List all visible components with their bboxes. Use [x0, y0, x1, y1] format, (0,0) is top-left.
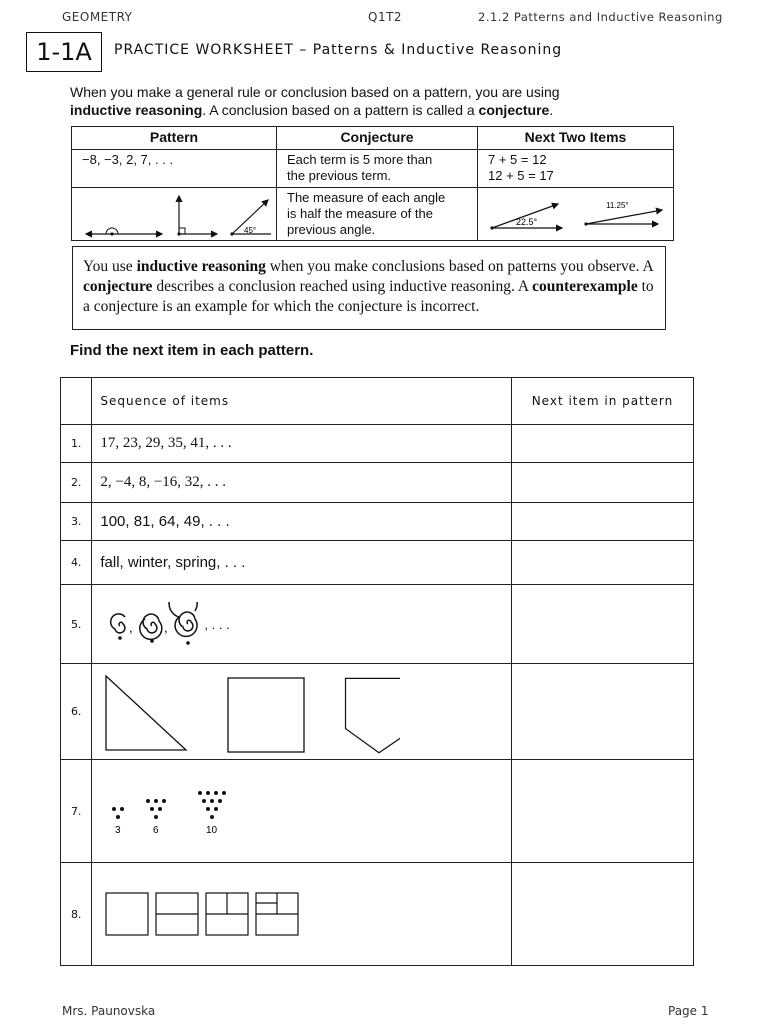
intro-text	[70, 83, 670, 119]
footer-page: Page 1	[668, 1004, 709, 1018]
answer-cell-5[interactable]	[511, 585, 693, 664]
ex-row1-pattern-text: −8, −3, 2, 7, . . .	[82, 152, 174, 167]
spiral-comma-1: ,	[129, 620, 133, 635]
table-row	[61, 425, 694, 463]
col-header-sequence: Sequence of items	[92, 378, 512, 425]
dots-label-3: 10	[206, 825, 218, 836]
pentagon-shape	[346, 678, 400, 752]
sequence-cell	[92, 585, 512, 664]
row-number: 1.	[61, 425, 92, 463]
definition-box	[72, 246, 666, 330]
row-number: 4.	[61, 541, 92, 585]
dots-label-2: 6	[153, 825, 159, 836]
ex-row2-conj-l1: The measure of each angle	[287, 190, 446, 205]
ex-row1-conj-l1: Each term is 5 more than	[287, 152, 433, 167]
intro-term-conjecture: conjecture	[478, 102, 550, 118]
ex-row1-conjecture	[277, 150, 478, 188]
intro-term-inductive: inductive reasoning	[70, 102, 203, 118]
sequence-cell: 100, 81, 64, 49, . . .	[92, 503, 512, 541]
sequence-cell	[92, 863, 512, 966]
row-number: 3.	[61, 503, 92, 541]
ex-row1-next-l2: 12 + 5 = 17	[488, 168, 554, 183]
ex-row2-conj-l3: previous angle.	[287, 222, 376, 237]
answer-cell-4[interactable]	[511, 541, 693, 585]
sequence-cell: fall, winter, spring, . . .	[92, 541, 512, 585]
angle-22-label: 22.5°	[516, 217, 538, 227]
intro-line1: When you make a general rule or conclusion based on a pattern, you are using	[70, 84, 560, 100]
ex-row1-next	[478, 150, 674, 188]
answer-cell-3[interactable]	[511, 503, 693, 541]
intro-line2: . A conclusion based on a pattern is called a	[202, 102, 479, 118]
angle-45-label: 45°	[244, 226, 257, 235]
triangular-dots-figure	[100, 781, 300, 841]
def-p3: describes a conclusion reached using inductive reasoning. A	[152, 278, 533, 295]
angle-11-label: 11.25°	[606, 201, 629, 210]
next-angles-figure	[478, 188, 673, 240]
dots-label-1: 3	[115, 825, 121, 836]
table-row	[61, 664, 694, 760]
answer-cell-6[interactable]	[511, 664, 693, 760]
header-quarter: Q1T2	[368, 10, 403, 24]
row-number: 8.	[61, 863, 92, 966]
example-table	[71, 126, 674, 241]
sequence-cell	[92, 664, 512, 760]
table-row	[61, 503, 694, 541]
def-term-counterexample: counterexample	[532, 278, 638, 295]
def-p4: to a conjecture is an example for which the conjecture is incorrect.	[83, 278, 654, 315]
polygon-pattern-figure	[100, 670, 400, 754]
row-number: 2.	[61, 463, 92, 503]
intro-period: .	[549, 102, 554, 118]
sequence-cell	[92, 760, 512, 863]
pattern-table	[60, 377, 694, 966]
col-header-next: Next item in pattern	[511, 378, 693, 425]
table-row	[61, 760, 694, 863]
row-number: 7.	[61, 760, 92, 863]
answer-cell-2[interactable]	[511, 463, 693, 503]
instruction-text: Find the next item in each pattern.	[70, 342, 314, 359]
table-row	[61, 863, 694, 966]
sequence-cell: 2, −4, 8, −16, 32, . . .	[92, 463, 512, 503]
rectangle-division-figure	[100, 889, 310, 939]
row-number: 5.	[61, 585, 92, 664]
spiral-ellipsis: , . . .	[204, 616, 230, 632]
ex-row1-pattern	[72, 150, 277, 188]
ex-row1-next-l1: 7 + 5 = 12	[488, 152, 547, 167]
angle-pattern-figure	[72, 188, 276, 240]
header-lesson: 2.1.2 Patterns and Inductive Reasoning	[478, 10, 723, 24]
header-blank-cell	[61, 378, 92, 425]
ex-row2-pattern	[72, 188, 277, 241]
answer-cell-8[interactable]	[511, 863, 693, 966]
ex-header-conjecture: Conjecture	[277, 127, 478, 150]
def-term-conjecture: conjecture	[83, 278, 153, 295]
table-row	[61, 463, 694, 503]
square-shape	[228, 678, 304, 752]
worksheet-code: 1-1A	[26, 32, 102, 72]
ex-row2-conj-l2: is half the measure of the	[287, 206, 433, 221]
ex-header-next: Next Two Items	[478, 127, 674, 150]
def-term-inductive: inductive reasoning	[136, 258, 266, 275]
answer-cell-7[interactable]	[511, 760, 693, 863]
row-number: 6.	[61, 664, 92, 760]
worksheet-title: PRACTICE WORKSHEET – Patterns & Inductive Reasoning	[114, 42, 563, 58]
spiral-comma-2: ,	[164, 620, 168, 635]
def-p1: You use	[83, 258, 137, 275]
table-row	[61, 585, 694, 664]
ex-row2-conjecture	[277, 188, 478, 241]
def-p2: when you make conclusions based on patterns you observe. A	[265, 258, 653, 275]
answer-cell-1[interactable]	[511, 425, 693, 463]
header-subject: GEOMETRY	[62, 10, 133, 24]
ex-row1-conj-l2: the previous term.	[287, 168, 392, 183]
triangle-shape	[106, 676, 186, 750]
ex-header-pattern: Pattern	[72, 127, 277, 150]
footer-teacher: Mrs. Paunovska	[62, 1004, 156, 1018]
sequence-cell: 17, 23, 29, 35, 41, . . .	[92, 425, 512, 463]
ex-row2-next	[478, 188, 674, 241]
table-row	[61, 541, 694, 585]
